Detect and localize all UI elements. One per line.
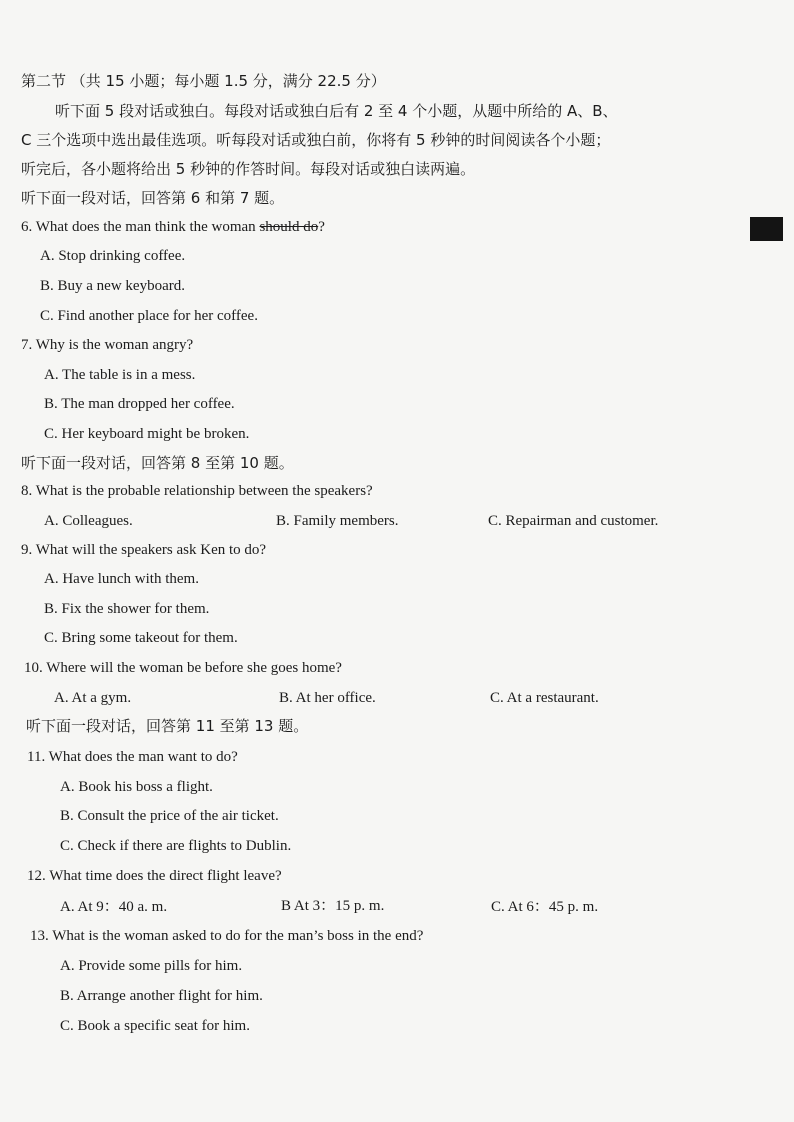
question-6-option-b: B. Buy a new keyboard. xyxy=(40,278,185,294)
question-11-option-a: A. Book his boss a flight. xyxy=(60,779,213,795)
question-7-stem: 7. Why is the woman angry? xyxy=(21,337,194,353)
question-12-stem: 12. What time does the direct flight leave? xyxy=(27,868,282,884)
question-6-option-a: A. Stop drinking coffee. xyxy=(40,248,186,264)
question-6-text: 6. What does the man think the woman xyxy=(21,219,260,235)
question-10-option-b: B. At her office. xyxy=(279,690,376,706)
question-9-stem: 9. What will the speakers ask Ken to do? xyxy=(21,542,267,558)
question-8-stem: 8. What is the probable relationship between the speakers? xyxy=(21,483,373,499)
instructions-line-1: 听下面 5 段对话或独白。每段对话或独白后有 2 至 4 个小题，从题中所给的 A、B、 xyxy=(55,102,618,120)
question-8-option-a: A. Colleagues. xyxy=(44,513,133,529)
question-9-option-c: C. Bring some takeout for them. xyxy=(44,630,238,646)
question-6-stem xyxy=(21,217,325,237)
question-13-option-c: C. Book a specific seat for him. xyxy=(60,1018,250,1034)
question-11-option-c: C. Check if there are flights to Dublin. xyxy=(60,838,292,854)
question-13-option-b: B. Arrange another flight for him. xyxy=(60,988,263,1004)
question-7-option-c: C. Her keyboard might be broken. xyxy=(44,426,250,442)
question-10-stem: 10. Where will the woman be before she goes home? xyxy=(24,660,342,676)
question-7-option-a: A. The table is in a mess. xyxy=(44,367,196,383)
question-8-option-b: B. Family members. xyxy=(276,513,399,529)
dialogue-group-1-heading: 听下面一段对话，回答第 6 和第 7 题。 xyxy=(21,189,285,207)
question-10-option-c: C. At a restaurant. xyxy=(490,690,599,706)
question-11-option-b: B. Consult the price of the air ticket. xyxy=(60,808,279,824)
dialogue-group-2-heading: 听下面一段对话，回答第 8 至第 10 题。 xyxy=(21,454,294,472)
question-13-stem: 13. What is the woman asked to do for the man’s boss in the end? xyxy=(30,928,424,944)
question-11-stem: 11. What does the man want to do? xyxy=(27,749,238,765)
question-9-option-b: B. Fix the shower for them. xyxy=(44,601,210,617)
question-12-option-c: C. At 6：45 p. m. xyxy=(491,899,599,915)
page-marker-block xyxy=(750,217,783,241)
instructions-line-3: 听完后，各小题将给出 5 秒钟的作答时间。每段对话或独白读两遍。 xyxy=(21,160,476,178)
question-6-qmark: ? xyxy=(318,219,325,235)
question-8-option-c: C. Repairman and customer. xyxy=(488,513,659,529)
question-10-option-a: A. At a gym. xyxy=(54,690,132,706)
question-7-option-b: B. The man dropped her coffee. xyxy=(44,396,235,412)
question-6-option-c: C. Find another place for her coffee. xyxy=(40,308,258,324)
question-9-option-a: A. Have lunch with them. xyxy=(44,571,199,587)
section-header: 第二节 （共 15 小题；每小题 1.5 分，满分 22.5 分） xyxy=(21,72,386,90)
instructions-line-2: C 三个选项中选出最佳选项。听每段对话或独白前，你将有 5 秒钟的时间阅读各个小题； xyxy=(21,131,611,149)
dialogue-group-3-heading: 听下面一段对话，回答第 11 至第 13 题。 xyxy=(26,717,309,735)
question-12-option-b: B At 3：15 p. m. xyxy=(281,898,385,914)
question-6-struck-text: should do xyxy=(259,219,319,235)
question-13-option-a: A. Provide some pills for him. xyxy=(60,958,243,974)
question-12-option-a: A. At 9：40 a. m. xyxy=(60,899,168,915)
